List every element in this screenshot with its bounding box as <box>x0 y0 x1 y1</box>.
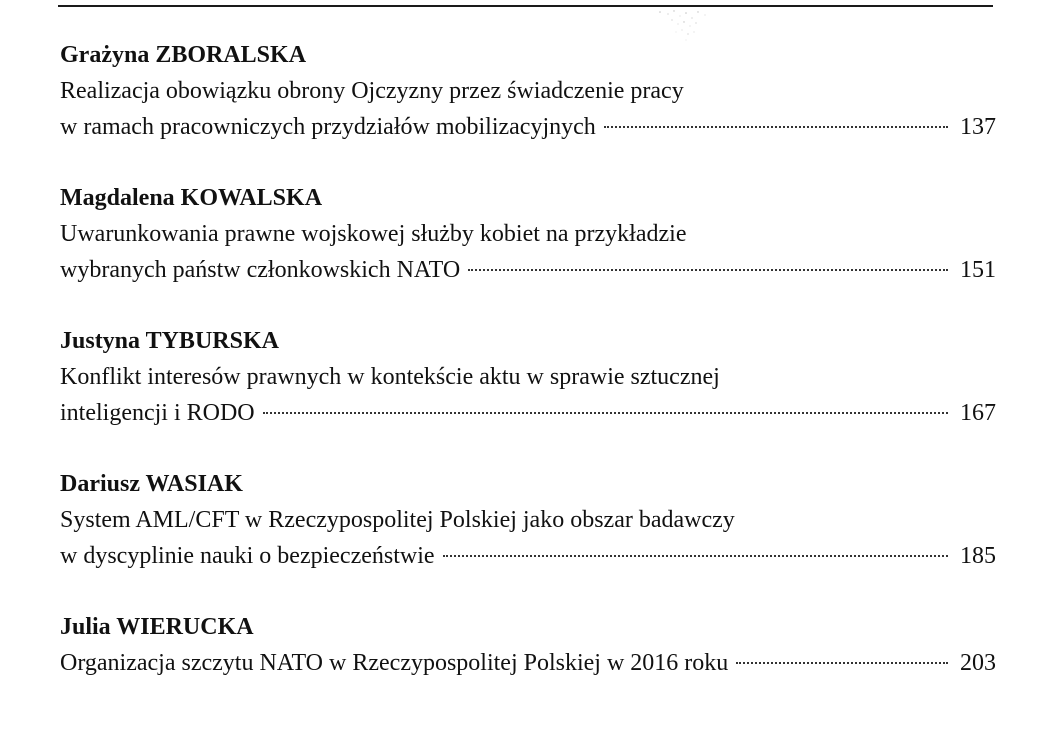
entry-title-last-line <box>60 252 996 288</box>
entry-title-line: wybranych państw członkowskich NATO <box>60 257 461 283</box>
toc-entry[interactable] <box>60 181 996 288</box>
entry-author: Magdalena KOWALSKA <box>60 185 323 211</box>
dot-leader <box>468 269 948 271</box>
entry-author: Julia WIERUCKA <box>60 614 254 640</box>
toc-entry[interactable] <box>60 324 996 431</box>
entry-title-line: Organizacja szczytu NATO w Rzeczypospolitej Polskiej w 2016 roku <box>60 650 729 676</box>
entry-title-last-line <box>60 395 996 431</box>
entry-author: Dariusz WASIAK <box>60 471 243 497</box>
toc-entry[interactable] <box>60 610 996 681</box>
dot-leader <box>736 662 948 664</box>
top-rule <box>58 5 993 7</box>
entry-title-line: System AML/CFT w Rzeczypospolitej Polskiej jako obszar badawczy <box>60 507 735 533</box>
entry-title-line: w dyscyplinie nauki o bezpieczeństwie <box>60 543 435 569</box>
entry-title-line: Konflikt interesów prawnych w kontekście aktu w sprawie sztucznej <box>60 364 720 390</box>
dot-leader <box>263 412 948 414</box>
entry-title-last-line <box>60 538 996 574</box>
entry-title-line: inteligencji i RODO <box>60 400 255 426</box>
entry-page-number[interactable]: 167 <box>960 400 996 426</box>
toc-entry[interactable] <box>60 467 996 574</box>
entry-page-number[interactable]: 185 <box>960 543 996 569</box>
entry-title-line: w ramach pracowniczych przydziałów mobilizacyjnych <box>60 114 596 140</box>
dot-leader <box>443 555 948 557</box>
entry-title-last-line <box>60 109 996 145</box>
entry-title-line: Realizacja obowiązku obrony Ojczyzny przez świadczenie pracy <box>60 78 684 104</box>
table-of-contents <box>60 38 996 681</box>
entry-page-number[interactable]: 203 <box>960 650 996 676</box>
entry-title-line: Uwarunkowania prawne wojskowej służby kobiet na przykładzie <box>60 221 687 247</box>
entry-title-last-line <box>60 645 996 681</box>
entry-page-number[interactable]: 151 <box>960 257 996 283</box>
toc-entry[interactable] <box>60 38 996 145</box>
dot-leader <box>604 126 948 128</box>
entry-author: Justyna TYBURSKA <box>60 328 279 354</box>
entry-author: Grażyna ZBORALSKA <box>60 42 307 68</box>
entry-page-number[interactable]: 137 <box>960 114 996 140</box>
